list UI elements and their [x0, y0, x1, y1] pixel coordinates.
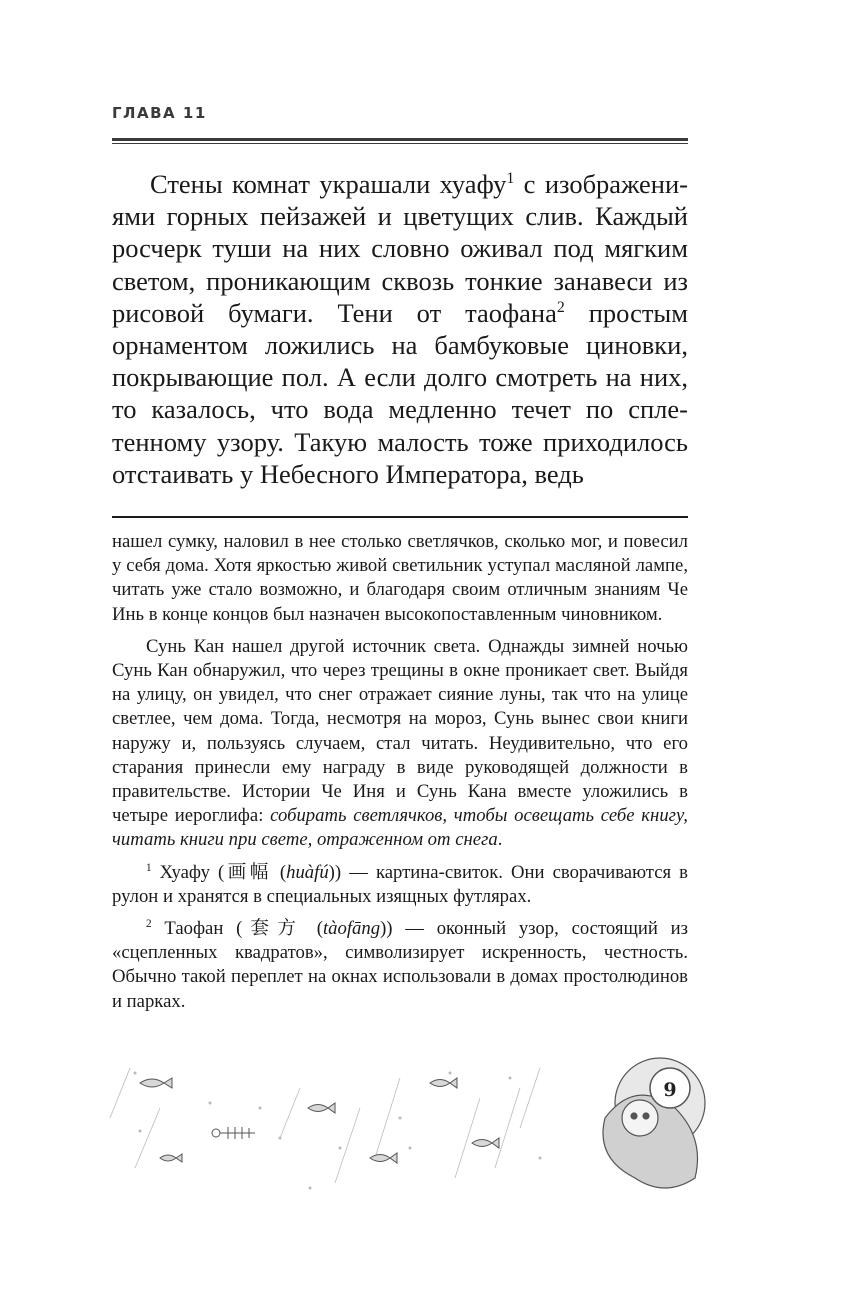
- main-paragraph: [112, 168, 688, 490]
- footnote-p2-italic: собирать светлячков, чтобы освещать себе книгу, читать книги при свете, отраженном от снега: [112, 805, 688, 851]
- footnote-ref-2: 2: [556, 298, 565, 316]
- main-text-part-3: простым орнаментом ложились на бамбуковые циновки, покрывающие пол. А если долго смотреть на них, то казалось, что вода медленно течет по сплетенному узору. Такую малость тоже приходилось отстаивать у Небесного Императора, ведь: [112, 297, 688, 489]
- header-rule: [112, 138, 688, 144]
- footnote-1-number: 1: [146, 861, 152, 874]
- footnote-continuation: нашел сумку, наловил в нее столько светлячков, сколько мог, и повесил у себя дома. Хотя яркостью живой светильник уступал масляной лампе, читать уже стало возможно, и благодаря своим отличным знаниям Че Инь в конце концов был назначен высокопоставленным чиновником.: [112, 531, 688, 625]
- footnote-paragraph-2: [112, 635, 688, 853]
- footnote-1-text-a: Хуафу (画幅 (: [151, 861, 287, 883]
- main-text-part-2: с изображениями горных пейзажей и цветущих слив. Каждый росчерк туши на них словно оживал под мягким светом, проникающим сквозь тонкие занавеси из рисовой бумаги. Тени от таофана: [112, 169, 688, 328]
- footnote-ref-1: 1: [506, 170, 515, 188]
- footnote-1-pinyin: huàfú: [286, 861, 329, 883]
- footnotes: [112, 530, 688, 1014]
- footnote-2-number: 2: [146, 917, 152, 930]
- fish-illustration: [100, 1048, 720, 1198]
- footnote-2-text-b: )) — оконный узор, состоящий из «сцепленных квадратов», символизирует искренность, честность. Обычно такой переплет на окнах использовали в домах простолюдинов и парках.: [112, 918, 689, 1012]
- footnote-2-text-a: Таофан (套方 (: [151, 918, 323, 940]
- footnote-p2-end: .: [497, 829, 503, 851]
- footnote-separator: [112, 516, 688, 518]
- running-head: [112, 103, 688, 122]
- footnote-1-text-b: )) — картина-свиток. Они сворачиваются в рулон и хранятся в специальных изящных футлярах.: [112, 861, 688, 907]
- footnote-2-pinyin: tàofāng: [322, 918, 381, 940]
- fish-group: [140, 1078, 499, 1163]
- chapter-label: ГЛАВА 11: [112, 104, 207, 122]
- footnote-1: [112, 861, 688, 909]
- fish-skeleton-icon: [212, 1127, 255, 1139]
- main-text-part-1: Стены комнат украшали хуафу: [150, 169, 507, 199]
- page-number: 9: [663, 1079, 677, 1101]
- footnote-2: [112, 917, 688, 1014]
- footnote-p2-text: Сунь Кан нашел другой источник света. Однажды зимней ночью Сунь Кан обнаружил, что через трещины в окне проникает свет. Выйдя на улицу, он увидел, что снег отражает сияние луны, так что на улице светлее, чем дома. Тогда, несмотря на мороз, Сунь вынес свои книги наружу и, пользуясь случаем, стал читать. Неудивительно, что его старания принесли ему награду в виде руководящей должности в правительстве. Истории Че Иня и Сунь Кана вместе уложились в четыре иероглифа:: [112, 635, 688, 827]
